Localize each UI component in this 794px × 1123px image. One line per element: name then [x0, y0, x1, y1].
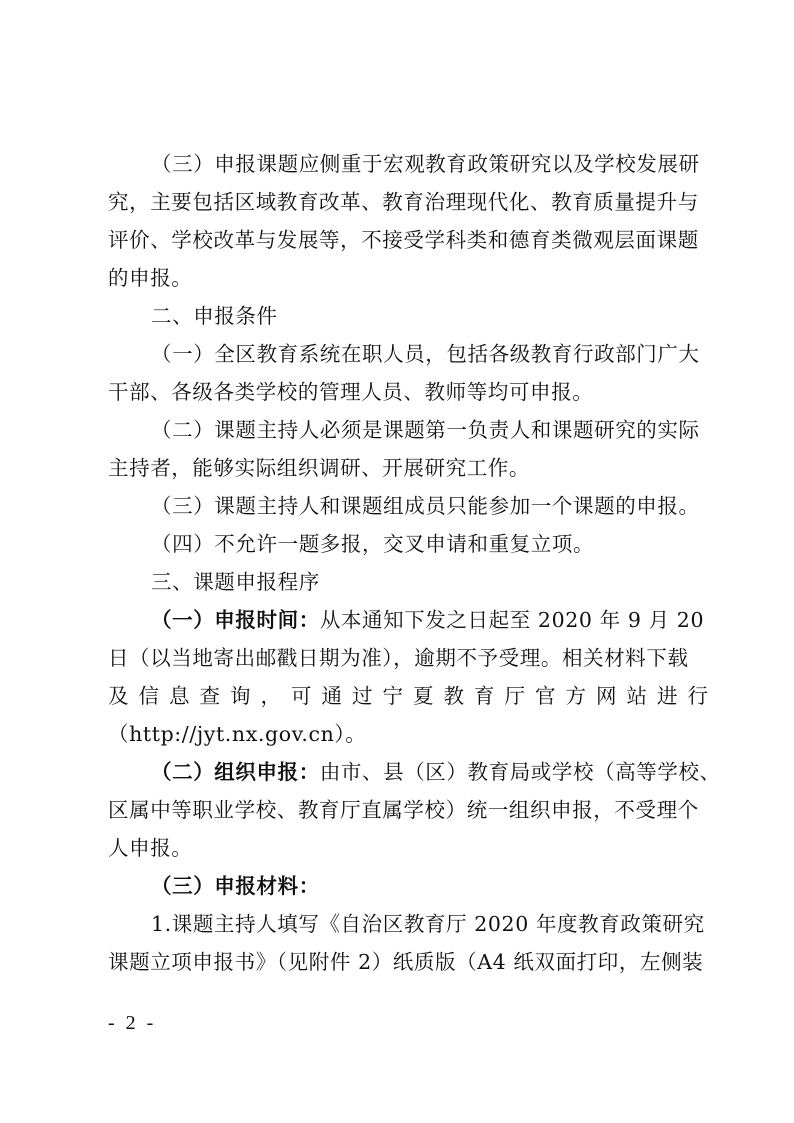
paragraph-line: 究，主要包括区域教育改革、教育治理现代化、教育质量提升与 — [108, 190, 699, 214]
paragraph-line: 日（以当地寄出邮戳日期为准），逾期不予受理。相关材料下载 — [108, 646, 689, 670]
paragraph-line — [151, 608, 704, 632]
paragraph-line: 人申报。 — [108, 836, 193, 860]
paragraph-line: （二）课题主持人必须是课题第一负责人和课题研究的实际 — [151, 418, 700, 442]
paragraph-line: （四）不允许一题多报，交叉申请和重复立项。 — [151, 532, 595, 556]
paragraph-line — [151, 760, 721, 784]
paragraph-line: （三）申报课题应侧重于宏观教育政策研究以及学校发展研 — [151, 152, 700, 176]
page-number: - 2 - — [108, 1012, 157, 1034]
paragraph-line: 及信息查询，可通过宁夏教育厅官方网站进行 — [108, 684, 718, 708]
paragraph-line: 主持者，能够实际组织调研、开展研究工作。 — [108, 456, 530, 480]
paragraph-line: 干部、各级各类学校的管理人员、教师等均可申报。 — [108, 380, 594, 404]
paragraph-text: 从本通知下发之日起至 2020 年 9 月 20 — [319, 608, 705, 632]
section-heading: 三、课题申报程序 — [151, 570, 320, 594]
paragraph-line: 评价、学校改革与发展等，不接受学科类和德育类微观层面课题 — [108, 228, 699, 252]
paragraph-line: （三）课题主持人和课题组成员只能参加一个课题的申报。 — [151, 494, 700, 518]
paragraph-line: 1.课题主持人填写《自治区教育厅 2020 年度教育政策研究 — [151, 912, 705, 936]
paragraph-line: 课题立项申报书》（见附件 2）纸质版（A4 纸双面打印，左侧装 — [108, 950, 704, 974]
paragraph-text: 由市、县（区）教育局或学校（高等学校、 — [319, 760, 721, 784]
subsection-label: （三）申报材料： — [151, 874, 320, 898]
paragraph-line: （http://jyt.nx.gov.cn）。 — [108, 722, 367, 746]
subsection-label: （二）组织申报： — [151, 760, 320, 784]
subsection-label: （一）申报时间： — [151, 608, 320, 632]
paragraph-line: 区属中等职业学校、教育厅直属学校）统一组织申报，不受理个 — [108, 798, 699, 822]
section-heading: 二、申报条件 — [151, 304, 278, 328]
paragraph-line: （一）全区教育系统在职人员，包括各级教育行政部门广大 — [151, 342, 700, 366]
paragraph-line: 的申报。 — [108, 266, 193, 290]
